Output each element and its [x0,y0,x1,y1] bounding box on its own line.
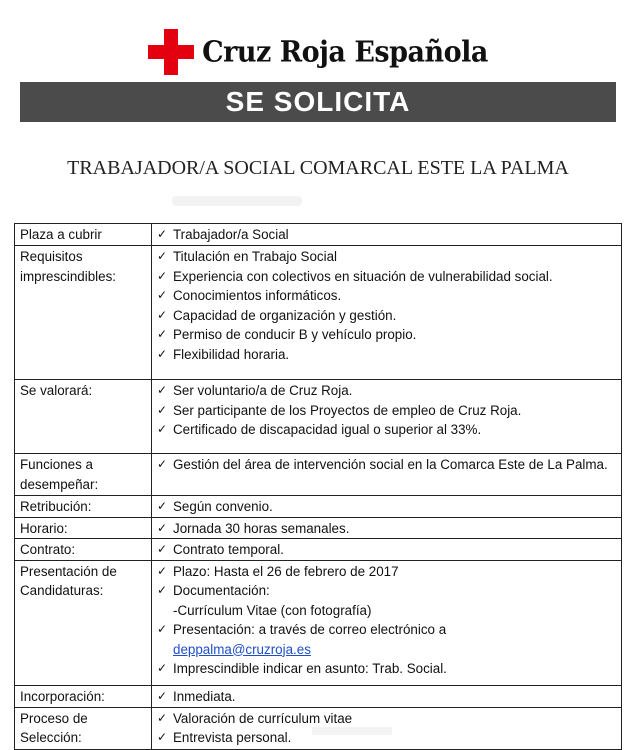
table-row [15,454,622,496]
table-row [15,685,622,707]
row-label: Se valorará: [15,380,152,454]
checkmark-icon: ✓ [157,457,168,471]
row-content [152,539,622,561]
checkmark-icon: ✓ [157,710,168,725]
list-item: ✓ Imprescindible indicar en asunto: Trab. Social. [157,659,617,679]
redaction-artifact [312,727,392,735]
checkmark-icon: ✓ [157,307,168,322]
email-link[interactable]: deppalma@cruzroja.es [173,641,311,657]
table-row [15,246,622,380]
table-row [15,560,622,685]
table-row [15,380,622,454]
checkmark-icon: ✓ [157,542,168,556]
row-label: Retribución: [15,496,152,518]
row-label: Requisitos imprescindibles: [15,246,152,380]
list-item: ✓ Trabajador/a Social [157,225,617,245]
row-label: Proceso de Selección: [15,707,152,749]
checkmark-icon: ✓ [157,563,168,578]
list-item: ✓ Valoración de currículum vitae [157,709,617,729]
list-item: ✓ Capacidad de organización y gestión. [157,306,617,326]
list-item: ✓ Certificado de discapacidad igual o superior al 33%. [157,420,617,440]
row-content [152,560,622,685]
list-item: ✓ Documentación: [157,581,617,601]
table-row [15,224,622,246]
checkmark-icon: ✓ [157,622,168,636]
checkmark-icon: ✓ [157,402,168,417]
list-item: ✓ Gestión del área de intervención social en la Comarca Este de La Palma. [157,455,617,475]
row-label: Presentación de Candidaturas: [15,560,152,685]
checkmark-icon: ✓ [157,227,168,241]
row-label: Contrato: [15,539,152,561]
checkmark-icon: ✓ [157,327,168,341]
table-row [15,496,622,518]
table-row [15,517,622,539]
list-item: ✓ Según convenio. [157,497,617,517]
checkmark-icon: ✓ [157,730,168,744]
row-label: Incorporación: [15,685,152,707]
list-item: ✓ Ser participante de los Proyectos de empleo de Cruz Roja. [157,401,617,421]
row-content [152,685,622,707]
checkmark-icon: ✓ [157,346,168,361]
list-subitem: -Currículum Vitae (con fotografía) [173,602,372,618]
list-item: ✓ Entrevista personal. [157,728,617,748]
table-row [15,539,622,561]
checkmark-icon: ✓ [157,249,168,263]
faded-text-artifact [172,196,302,206]
row-label: Plaza a cubrir [15,224,152,246]
checkmark-icon: ✓ [157,688,168,703]
row-content [152,246,622,380]
list-item: ✓ Permiso de conducir B y vehículo propio. [157,325,617,345]
red-cross-logo-icon [148,29,194,75]
job-details-table [14,223,622,750]
list-item: ✓ Ser voluntario/a de Cruz Roja. [157,381,617,401]
org-header [0,30,636,74]
row-content [152,380,622,454]
list-item: ✓ Conocimientos informáticos. [157,286,617,306]
list-item: ✓ Jornada 30 horas semanales. [157,519,617,539]
checkmark-icon: ✓ [157,520,168,535]
checkmark-icon: ✓ [157,383,168,397]
list-item: ✓ Presentación: a través de correo electrónico a deppalma@cruzroja.es [157,622,447,657]
list-item: ✓ Contrato temporal. [157,540,617,560]
checkmark-icon: ✓ [157,288,168,302]
checkmark-icon: ✓ [157,499,168,513]
row-content [152,224,622,246]
list-item: ✓ Experiencia con colectivos en situación de vulnerabilidad social. [157,267,617,287]
checkmark-icon: ✓ [157,268,168,283]
row-content [152,454,622,496]
list-item: ✓ Plazo: Hasta el 26 de febrero de 2017 [157,562,617,582]
banner-title: SE SOLICITA [20,82,616,122]
row-label: Funciones a desempeñar: [15,454,152,496]
list-item: ✓ Titulación en Trabajo Social [157,247,617,267]
checkmark-icon: ✓ [157,661,168,675]
row-content [152,517,622,539]
checkmark-icon: ✓ [157,583,168,597]
checkmark-icon: ✓ [157,422,168,436]
list-item: ✓ Flexibilidad horaria. [157,345,617,365]
row-label: Horario: [15,517,152,539]
job-title: TRABAJADOR/A SOCIAL COMARCAL ESTE LA PALMA [67,157,569,179]
row-content [152,496,622,518]
org-name: Cruz Roja Española [202,35,488,69]
list-item: ✓ Inmediata. [157,687,617,707]
